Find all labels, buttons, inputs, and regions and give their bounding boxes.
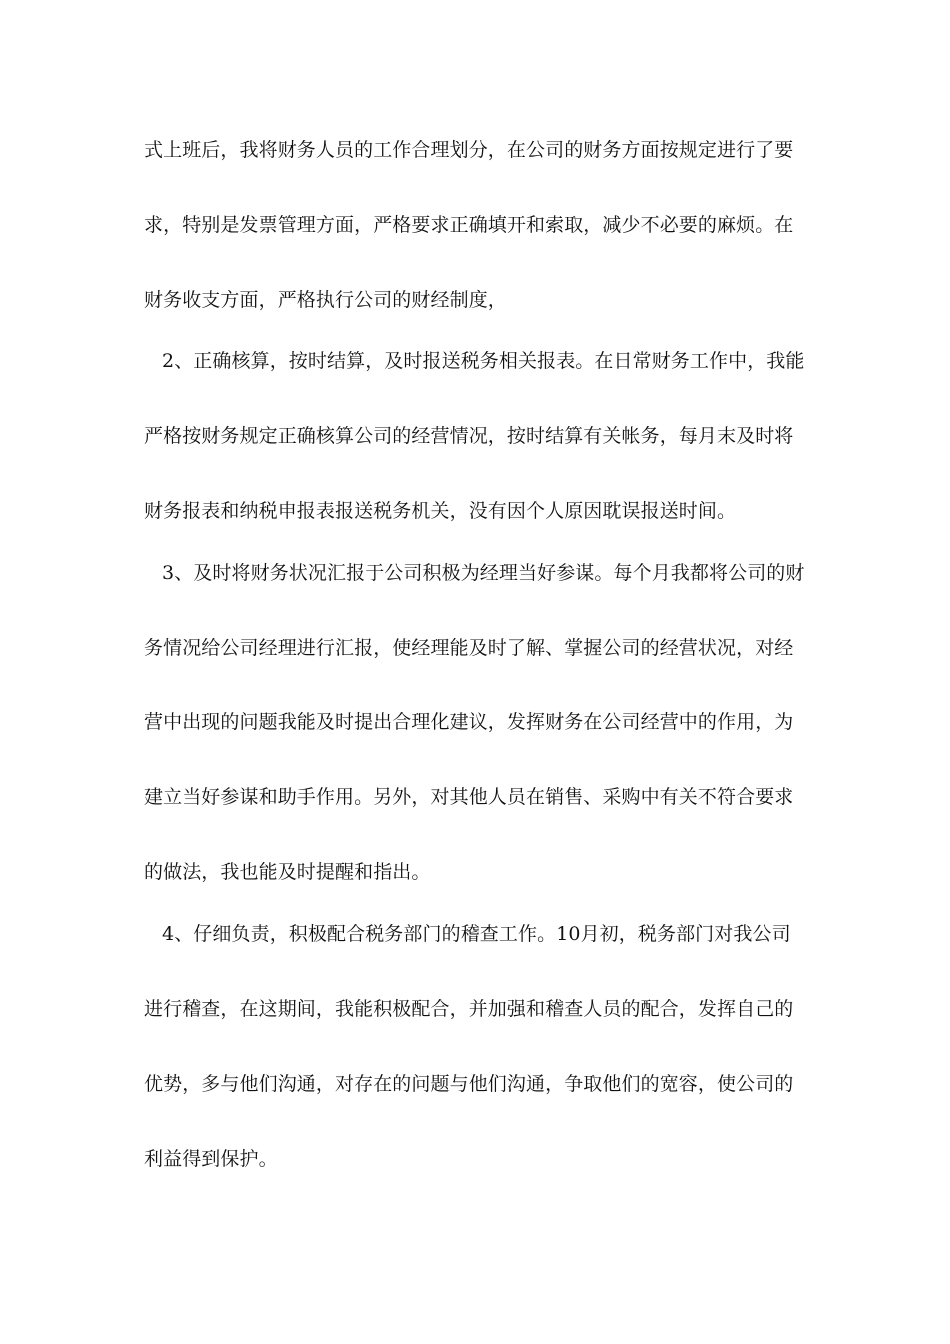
- paragraph-2-line-1: 2、正确核算，按时结算，及时报送税务相关报表。在日常财务工作中，我能: [162, 350, 805, 372]
- paragraph-4-line-4: 利益得到保护。: [144, 1148, 278, 1170]
- paragraph-2-line-3: 财务报表和纳税申报表报送税务机关，没有因个人原因耽误报送时间。: [144, 500, 737, 522]
- paragraph-3-line-3: 营中出现的问题我能及时提出合理化建议，发挥财务在公司经营中的作用，为: [144, 711, 794, 733]
- paragraph-3-line-2: 务情况给公司经理进行汇报，使经理能及时了解、掌握公司的经营状况，对经: [144, 637, 794, 659]
- paragraph-3-line-5: 的做法，我也能及时提醒和指出。: [144, 861, 431, 883]
- paragraph-4-line-2: 进行稽查，在这期间，我能积极配合，并加强和稽查人员的配合，发挥自己的: [144, 998, 794, 1020]
- paragraph-1-line-1: 式上班后，我将财务人员的工作合理划分，在公司的财务方面按规定进行了要: [144, 139, 794, 161]
- paragraph-4-line-3: 优势，多与他们沟通，对存在的问题与他们沟通，争取他们的宽容，使公司的: [144, 1073, 794, 1095]
- paragraph-1-line-2: 求，特别是发票管理方面，严格要求正确填开和索取，减少不必要的麻烦。在: [144, 214, 794, 236]
- paragraph-3-line-4: 建立当好参谋和助手作用。另外，对其他人员在销售、采购中有关不符合要求: [144, 786, 794, 808]
- paragraph-3-line-1: 3、及时将财务状况汇报于公司积极为经理当好参谋。每个月我都将公司的财: [162, 562, 805, 584]
- paragraph-1-line-3: 财务收支方面，严格执行公司的财经制度，: [144, 289, 507, 311]
- paragraph-4-line-1: 4、仔细负责，积极配合税务部门的稽查工作。10月初，税务部门对我公司: [162, 923, 791, 945]
- paragraph-2-line-2: 严格按财务规定正确核算公司的经营情况，按时结算有关帐务，每月末及时将: [144, 425, 794, 447]
